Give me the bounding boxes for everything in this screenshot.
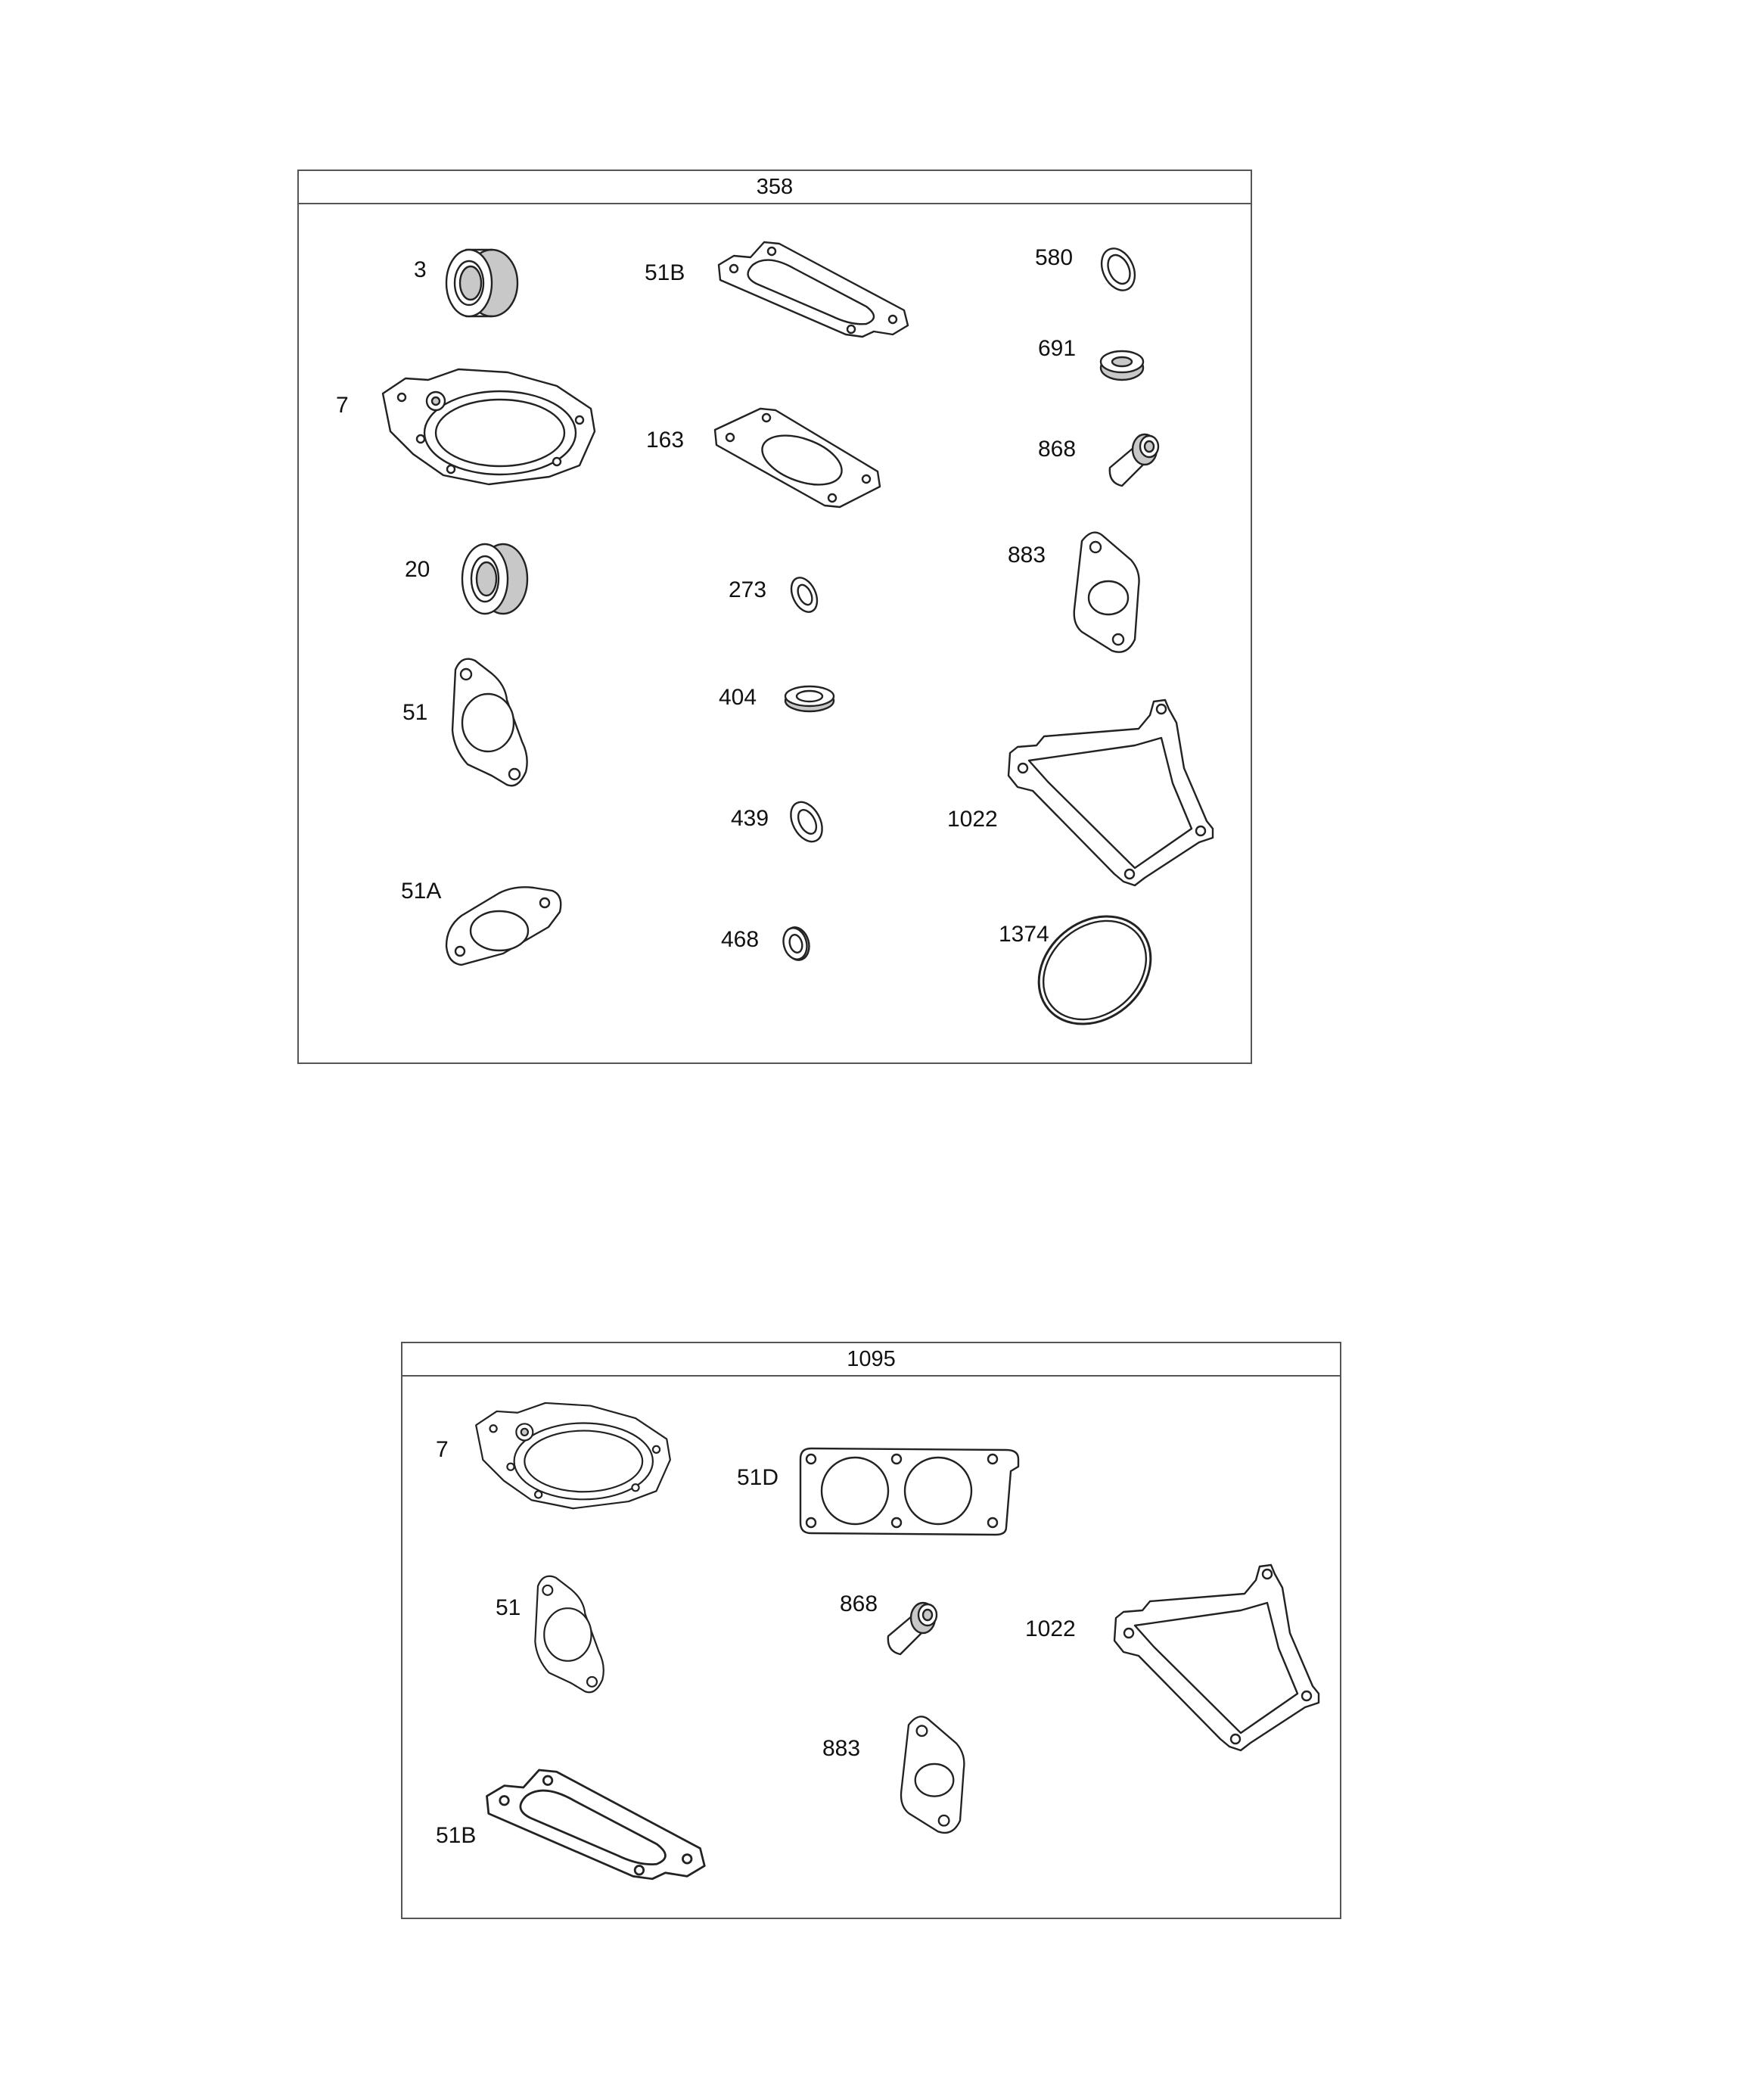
kit-358-title: 358 xyxy=(299,171,1251,204)
gasket-51a-icon[interactable] xyxy=(439,882,567,969)
part-label-51-kit1095[interactable]: 51 xyxy=(496,1595,521,1620)
part-label-1022-kit1095[interactable]: 1022 xyxy=(1025,1616,1076,1641)
part-label-20[interactable]: 20 xyxy=(405,557,430,582)
washer-468-icon[interactable] xyxy=(778,922,816,966)
part-label-3[interactable]: 3 xyxy=(414,257,427,282)
oil-seal-3-icon[interactable] xyxy=(445,244,528,322)
head-gasket-7-kit1095-icon[interactable] xyxy=(469,1394,677,1519)
valve-guide-868-kit1095-icon[interactable] xyxy=(879,1598,947,1659)
gasket-51-kit1095-icon[interactable] xyxy=(530,1570,613,1699)
part-label-7[interactable]: 7 xyxy=(336,393,349,418)
washer-273-icon[interactable] xyxy=(785,572,823,618)
kit-1095-title: 1095 xyxy=(402,1343,1340,1377)
part-label-868[interactable]: 868 xyxy=(1038,437,1077,462)
part-label-163[interactable]: 163 xyxy=(646,428,685,453)
part-label-1374[interactable]: 1374 xyxy=(999,922,1049,947)
gasket-883-kit1095-icon[interactable] xyxy=(893,1710,976,1839)
part-label-51b[interactable]: 51B xyxy=(645,260,685,285)
ring-580-icon[interactable] xyxy=(1095,244,1141,295)
head-gasket-7-icon[interactable] xyxy=(375,363,602,492)
gasket-51b-kit1095-icon[interactable] xyxy=(478,1754,709,1890)
o-ring-1374-icon[interactable] xyxy=(1029,912,1161,1029)
part-label-883-kit1095[interactable]: 883 xyxy=(822,1736,861,1761)
part-label-468[interactable]: 468 xyxy=(721,927,760,952)
part-label-1022[interactable]: 1022 xyxy=(947,807,998,832)
oil-seal-20-icon[interactable] xyxy=(458,537,533,621)
part-label-580[interactable]: 580 xyxy=(1035,245,1074,270)
part-label-439[interactable]: 439 xyxy=(731,806,769,831)
washer-439-icon[interactable] xyxy=(784,796,829,848)
gasket-51b-icon[interactable] xyxy=(711,235,912,341)
gasket-51d-icon[interactable] xyxy=(794,1444,1025,1538)
part-label-51a[interactable]: 51A xyxy=(401,879,442,904)
valve-seal-691-icon[interactable] xyxy=(1095,345,1148,384)
part-label-51d[interactable]: 51D xyxy=(737,1465,779,1490)
part-label-868-kit1095[interactable]: 868 xyxy=(840,1591,878,1616)
part-label-404[interactable]: 404 xyxy=(719,685,757,710)
part-label-51[interactable]: 51 xyxy=(402,700,428,725)
seal-404-icon[interactable] xyxy=(779,681,840,715)
gasket-1022-icon[interactable] xyxy=(1002,692,1218,889)
gasket-51-icon[interactable] xyxy=(446,655,537,791)
part-label-691[interactable]: 691 xyxy=(1038,336,1077,361)
part-label-51b-kit1095[interactable]: 51B xyxy=(436,1823,477,1848)
gasket-163-icon[interactable] xyxy=(707,400,889,513)
part-label-7-kit1095[interactable]: 7 xyxy=(436,1437,449,1462)
gasket-1022-kit1095-icon[interactable] xyxy=(1108,1557,1324,1754)
gasket-883-icon[interactable] xyxy=(1067,526,1150,658)
valve-guide-868-icon[interactable] xyxy=(1101,430,1169,490)
part-label-273[interactable]: 273 xyxy=(729,577,767,602)
part-label-883[interactable]: 883 xyxy=(1008,543,1046,568)
